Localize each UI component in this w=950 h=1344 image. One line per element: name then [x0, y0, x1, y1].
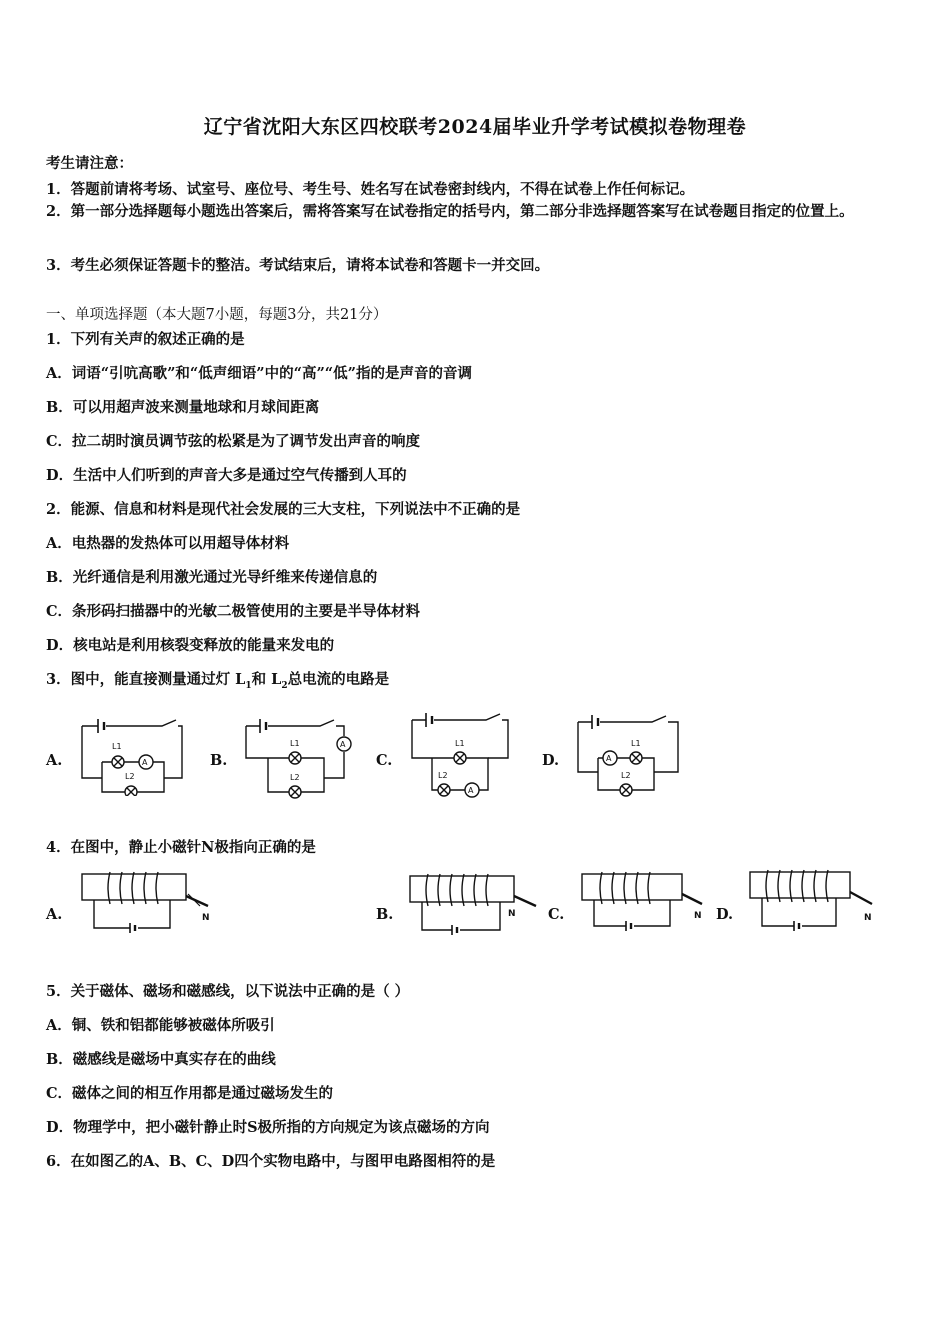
question-stem: 5．关于磁体、磁场和磁感线，以下说法中正确的是（ ） [46, 983, 410, 1000]
ammeter-label: A [606, 754, 612, 763]
pole-label: N [694, 911, 702, 921]
option-d: D．核电站是利用核裂变释放的能量来发电的 [46, 637, 335, 654]
figure-label: C. [548, 906, 565, 923]
figure-label: B. [376, 906, 394, 923]
circuit-diagram-a [74, 708, 186, 796]
option-a: A．电热器的发热体可以用超导体材料 [46, 535, 290, 552]
stem-part: 3．图中，能直接测量通过灯 L [46, 671, 246, 688]
figure-label: D. [716, 906, 734, 923]
question-stem: 6．在如图乙的A、B、C、D四个实物电路中，与图甲电路图相符的是 [46, 1153, 496, 1170]
stem-part: 和 L [251, 671, 282, 688]
page-title: 辽宁省沈阳大东区四校联考2024届毕业升学考试模拟卷物理卷 [203, 116, 747, 138]
solenoid-figure-d [744, 864, 890, 940]
lamp-label: L2 [438, 771, 448, 780]
ammeter-label: A [340, 740, 346, 749]
section-heading: 一、单项选择题（本大题7小题，每题3分，共21分） [46, 307, 388, 323]
pole-label: N [864, 913, 872, 923]
circuit-diagram-c [404, 706, 516, 802]
solenoid-figure-b [404, 866, 550, 940]
option-d: D．生活中人们听到的声音大多是通过空气传播到人耳的 [46, 467, 407, 484]
lamp-label: L1 [631, 739, 641, 748]
question-stem: 4．在图中，静止小磁针N极指向正确的是 [46, 839, 316, 856]
pole-label: N [508, 909, 516, 919]
solenoid-figure-a [76, 866, 222, 940]
subscript: 2 [281, 680, 288, 691]
figure-label: A. [46, 906, 63, 923]
lamp-label: L2 [621, 771, 631, 780]
question-stem: 2．能源、信息和材料是现代社会发展的三大支柱，下列说法中不正确的是 [46, 501, 521, 518]
lamp-label: L1 [112, 742, 122, 751]
lamp-label: L2 [125, 772, 135, 781]
option-b: B．可以用超声波来测量地球和月球间距离 [46, 399, 320, 416]
solenoid-figure-c [576, 866, 712, 940]
option-a: A．铜、铁和铝都能够被磁体所吸引 [46, 1017, 275, 1034]
stem-part: 总电流的电路是 [287, 671, 390, 688]
notice-item: 3．考生必须保证答题卡的整洁。考试结束后，请将本试卷和答题卡一并交回。 [46, 257, 550, 274]
figure-label: A. [46, 752, 63, 769]
question-stem [46, 668, 389, 691]
figure-label: D. [542, 752, 560, 769]
subscript: 1 [245, 680, 252, 691]
question-stem: 1．下列有关声的叙述正确的是 [46, 331, 245, 348]
option-b: B．磁感线是磁场中真实存在的曲线 [46, 1051, 276, 1068]
option-d: D．物理学中，把小磁针静止时S极所指的方向规定为该点磁场的方向 [46, 1119, 490, 1136]
option-a: A．词语“引吭高歌”和“低声细语”中的“高”“低”指的是声音的音调 [46, 365, 472, 382]
option-c: C．磁体之间的相互作用都是通过磁场发生的 [46, 1085, 334, 1102]
lamp-label: L1 [290, 739, 300, 748]
figure-label: B. [210, 752, 228, 769]
ammeter-label: A [468, 786, 474, 795]
ammeter-label: A [142, 758, 148, 767]
notice-item: 1．答题前请将考场、试室号、座位号、考生号、姓名写在试卷密封线内，不得在试卷上作任何标记。 [46, 181, 695, 198]
option-b: B．光纤通信是利用激光通过光导纤维来传递信息的 [46, 569, 378, 586]
notice-item: 2．第一部分选择题每小题选出答案后，需将答案写在试卷指定的括号内，第二部分非选择题答案写在试卷题目指定的位置上。 [46, 203, 854, 220]
lamp-label: L2 [290, 773, 300, 782]
figure-label: C. [376, 752, 393, 769]
circuit-diagram-b [238, 708, 356, 800]
pole-label: N [202, 913, 210, 923]
notice-heading: 考生请注意： [46, 155, 133, 172]
option-c: C．拉二胡时演员调节弦的松紧是为了调节发出声音的响度 [46, 433, 421, 450]
lamp-label: L1 [455, 739, 465, 748]
option-c: C．条形码扫描器中的光敏二极管使用的主要是半导体材料 [46, 603, 421, 620]
circuit-diagram-d [570, 708, 682, 800]
